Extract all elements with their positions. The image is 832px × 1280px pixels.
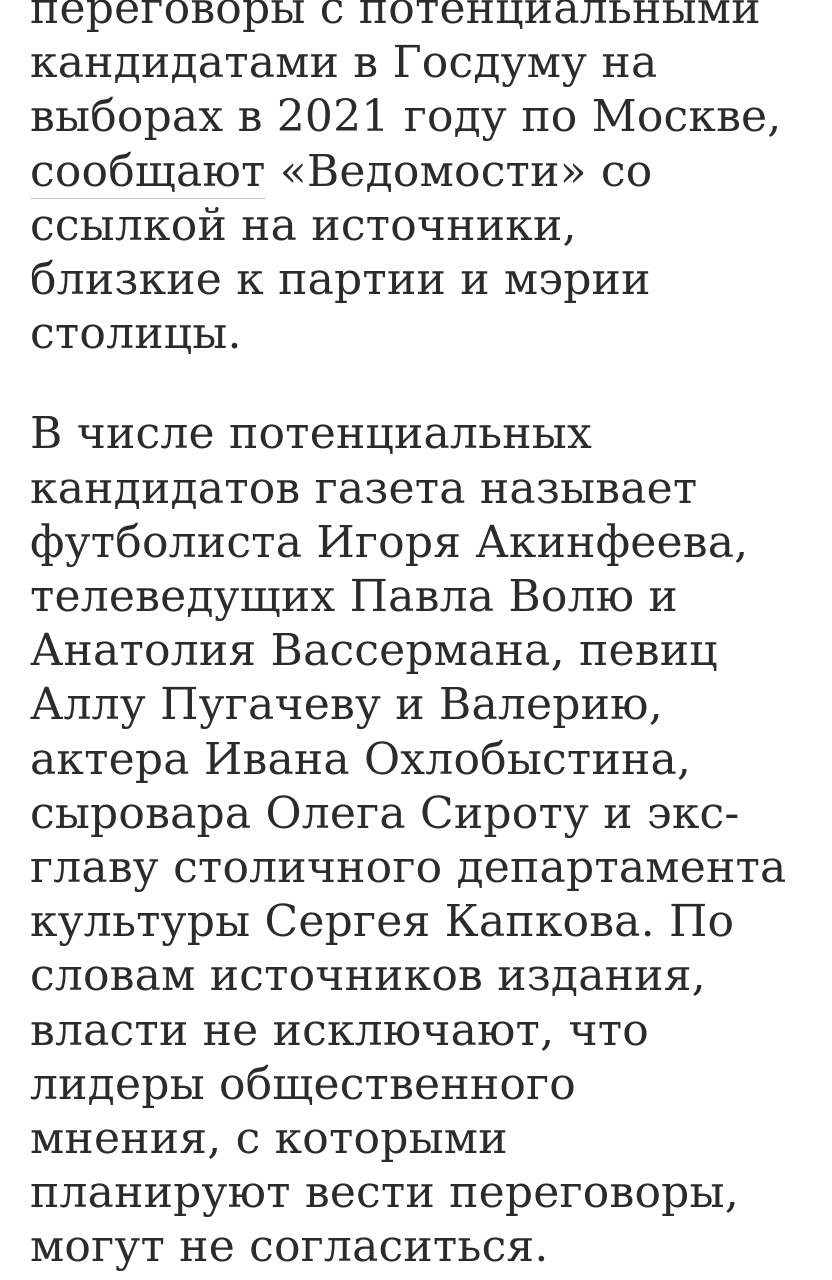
text-line: близкие к партии и мэрии	[30, 254, 651, 306]
source-link[interactable]: сообщают	[30, 145, 266, 197]
text-line: Анатолия Вассермана, певиц	[30, 625, 718, 677]
text-fragment: «Ведомости» со	[265, 145, 653, 197]
text-line: мнения, с которыми	[30, 1113, 508, 1165]
article-body	[30, 0, 820, 1275]
text-line: главу столичного департамента	[30, 842, 787, 894]
text-line: столицы.	[30, 308, 242, 360]
text-line: власти не исключают, что	[30, 1004, 649, 1056]
text-line: культуры Сергея Капкова. По	[30, 896, 735, 948]
text-line: переговоры с потенциальными	[30, 0, 761, 34]
text-line: В числе потенциальных	[30, 408, 592, 460]
text-line: футболиста Игоря Акинфеева,	[30, 516, 749, 568]
text-line: кандидатами в Госдуму на	[30, 37, 658, 89]
text-line: выборах в 2021 году по Москве,	[30, 91, 782, 143]
text-line: ссылкой на источники,	[30, 199, 577, 251]
text-line: Аллу Пугачеву и Валерию,	[30, 679, 663, 731]
text-line: кандидатов газета называет	[30, 462, 698, 514]
paragraph-1	[30, 0, 820, 361]
text-line: планируют вести переговоры,	[30, 1167, 739, 1219]
text-line: актера Ивана Охлобыстина,	[30, 733, 692, 785]
text-line: словам источников издания,	[30, 950, 706, 1002]
text-line: телеведущих Павла Волю и	[30, 571, 678, 623]
text-line: лидеры общественного	[30, 1058, 576, 1110]
text-line: сыровара Олега Сироту и экс-	[30, 787, 740, 839]
text-line	[30, 145, 820, 199]
paragraph-2	[30, 407, 820, 1274]
text-line: могут не согласиться.	[30, 1221, 549, 1273]
